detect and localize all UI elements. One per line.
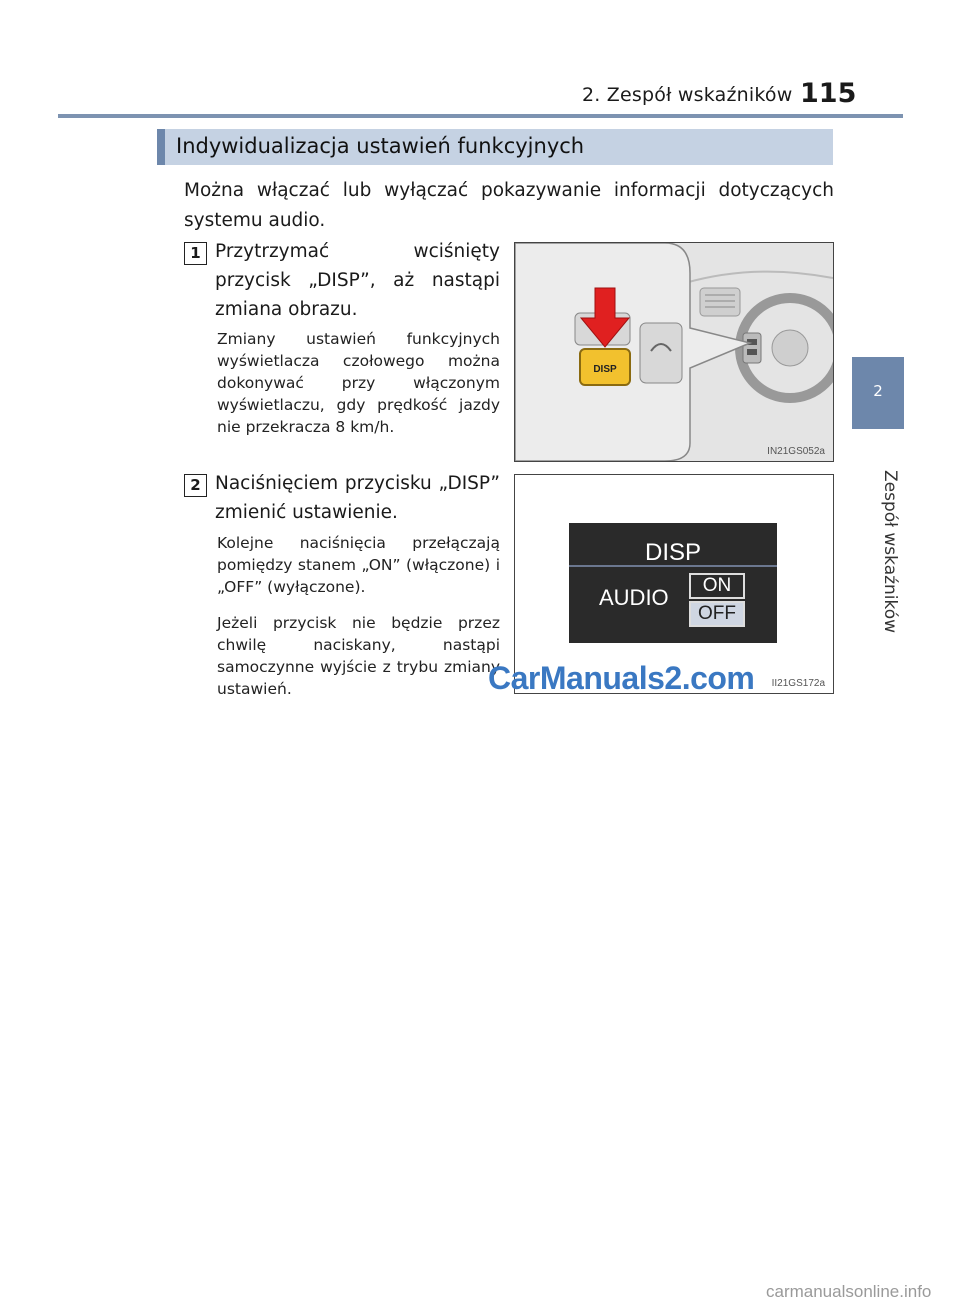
- page-number: 115: [800, 78, 857, 109]
- footer-site: carmanualsonline.info: [766, 1282, 932, 1301]
- step-2-note-2: Jeżeli przycisk nie będzie przez chwilę naciskany, nastąpi samoczynne wyjście z trybu zmiany ustawień.: [217, 614, 500, 698]
- step-2-text: Naciśnięciem przycisku „DISP” zmienić ustawienie.: [215, 473, 500, 523]
- chapter-tab-number: 2: [873, 382, 883, 400]
- step-1-text: Przytrzymać wciśnięty przycisk „DISP”, aż nastąpi zmiana obrazu.: [215, 241, 500, 320]
- figure-2-code: II21GS172a: [771, 678, 825, 689]
- header-rule: [58, 114, 903, 118]
- section-title: Indywidualizacja ustawień funkcyjnych: [176, 134, 585, 158]
- display-item: AUDIO: [599, 585, 669, 610]
- step-2-badge: 2: [184, 474, 207, 497]
- head-up-display-screen: [569, 523, 777, 643]
- figure-1-code: IN21GS052a: [767, 446, 825, 457]
- section-title-accent: [157, 129, 165, 165]
- display-title: DISP: [644, 539, 701, 566]
- step-1-note: Zmiany ustawień funkcyjnych wyświetlacza czołowego można dokonywać przy włączonym wyświetlaczu, gdy prędkość jazdy nie przekracza 8 km/h.: [217, 330, 500, 436]
- disp-button-label: DISP: [593, 364, 617, 375]
- display-option-off: OFF: [689, 601, 745, 627]
- chapter-tab-label: Zespół wskaźników: [880, 470, 900, 634]
- figure-disp-button-location: [514, 242, 834, 462]
- step-2-note-1: Kolejne naciśnięcia przełączają pomiędzy stanem „ON” (włączone) i „OFF” (wyłączone).: [217, 534, 500, 596]
- running-header-section: 2. Zespół wskaźników: [582, 84, 793, 106]
- watermark: CarManuals2.com: [488, 660, 755, 696]
- step-1-badge: 1: [184, 242, 207, 265]
- dashboard-illustration: [515, 243, 833, 461]
- intro-paragraph: Można włączać lub wyłączać pokazywanie informacji dotyczących systemu audio.: [184, 180, 834, 231]
- display-option-on: ON: [689, 573, 745, 599]
